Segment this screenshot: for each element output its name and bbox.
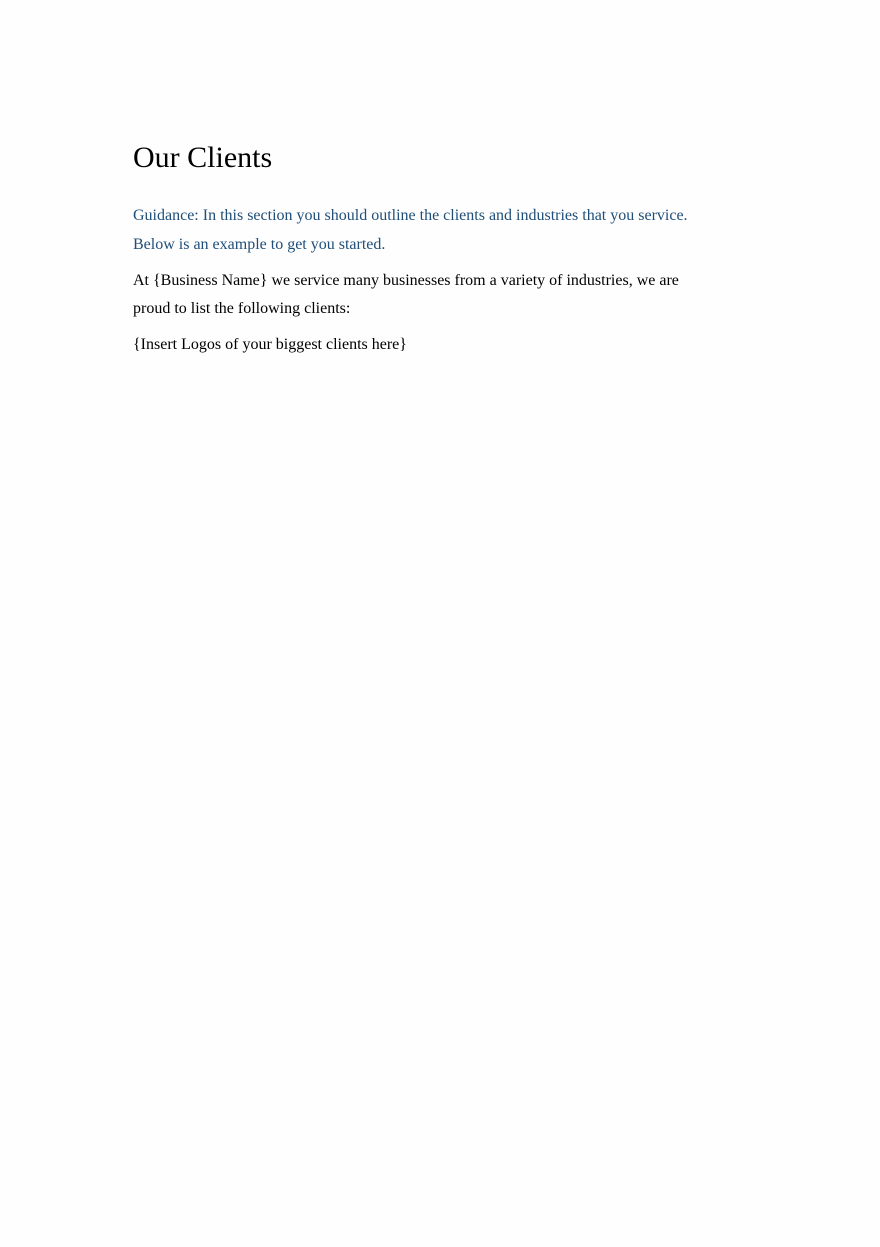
logos-placeholder: {Insert Logos of your biggest clients here} (133, 336, 407, 353)
guidance-paragraph: Guidance: In this section you should outline the clients and industries that you service. Below is an example to get you started. (133, 207, 688, 253)
section-content (133, 138, 733, 359)
intro-paragraph: At {Business Name} we service many businesses from a variety of industries, we are proud to list the following clients: (133, 272, 679, 317)
section-title: Our Clients (133, 141, 273, 174)
